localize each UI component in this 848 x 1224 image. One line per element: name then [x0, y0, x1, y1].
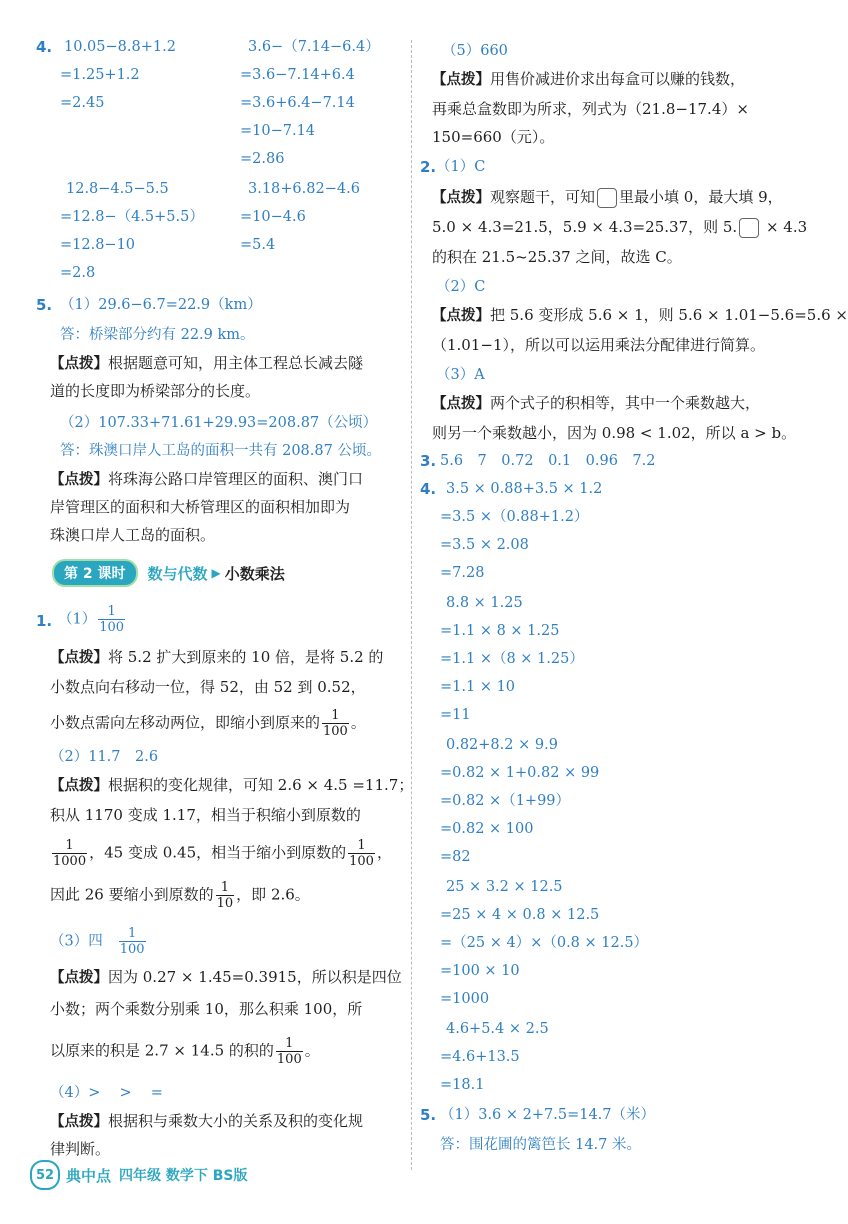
calc-line: =10−7.14 [240, 123, 316, 139]
lesson-topic: 小数乘法 [224, 564, 285, 583]
calc-line: =1.1 ×（8 × 1.25） [440, 651, 584, 667]
calc-line: =10−4.6 [240, 209, 306, 225]
tip-line: 【点拨】用售价减进价求出每盒可以赚的钱数， [432, 70, 746, 88]
calc-line: =0.82 × 100 [440, 821, 534, 837]
calc-line: =2.8 [60, 265, 96, 281]
fraction: $\frac{1}{10}$ [216, 880, 234, 911]
tip-line: 积从 1170 变成 1.17，相当于积缩小到原数的 [50, 806, 361, 824]
fraction: $\frac{1}{100}$ [276, 1036, 302, 1067]
calc-line: =12.8−（4.5+5.5） [60, 209, 204, 225]
answer-line: （5）660 [442, 43, 508, 59]
fraction: $\frac{1}{100}$ [99, 604, 125, 635]
calc-line: 25 × 3.2 × 12.5 [446, 879, 563, 895]
calc-line: =（25 × 4）×（0.8 × 12.5） [440, 935, 649, 951]
answer-line: 答：桥梁部分约有 22.9 km。 [60, 327, 255, 343]
fraction: $\frac{1}{100}$ [119, 926, 145, 957]
calc-line: =82 [440, 849, 471, 865]
calc-line: =3.5 ×（0.88+1.2） [440, 509, 589, 525]
calc-line: 3.5 × 0.88+3.5 × 1.2 [446, 481, 603, 497]
answer-line: （1）3.6 × 2+7.5=14.7（米） [440, 1107, 656, 1123]
tip-line: 因此 26 要缩小到原数的 $\frac{1}{10}$ ，即 2.6。 [50, 880, 310, 911]
tip-line: 的积在 21.5~25.37 之间，故选 C。 [432, 248, 682, 266]
tip-line: 珠澳口岸人工岛的面积。 [50, 526, 216, 544]
tip-line: 【点拨】观察题干，可知 里最小填 0，最大填 9， [432, 188, 783, 206]
calc-line: 0.82+8.2 × 9.9 [446, 737, 558, 753]
calc-line: =11 [440, 707, 471, 723]
calc-line: =12.8−10 [60, 237, 136, 253]
tip-line: 150=660（元）。 [432, 128, 555, 146]
lesson-area: 数与代数 [147, 564, 208, 583]
answer-line: （4）> > = [50, 1085, 163, 1101]
calc-line: =0.82 ×（1+99） [440, 793, 571, 809]
calc-line: =5.4 [240, 237, 276, 253]
lesson-header [52, 560, 285, 586]
answer-line: （3）A [436, 367, 485, 383]
calc-line: =4.6+13.5 [440, 1049, 520, 1065]
tip-line: 【点拨】将 5.2 扩大到原来的 10 倍，是将 5.2 的 [50, 648, 384, 666]
tip-line: 则另一个乘数越小，因为 0.98 < 1.02，所以 a > b。 [432, 424, 797, 442]
brand-logo: 典中点 [66, 1166, 112, 1185]
calc-line: 3.6−（7.14−6.4） [248, 39, 380, 55]
calc-line: =1.1 × 8 × 1.25 [440, 623, 560, 639]
calc-line: =1000 [440, 991, 490, 1007]
calc-line: =2.86 [240, 151, 285, 167]
answer-line: 5.6 7 0.72 0.1 0.96 7.2 [440, 453, 656, 469]
tip-line: 以原来的积是 2.7 × 14.5 的积的 $\frac{1}{100}$ 。 [50, 1036, 320, 1067]
answer-line: （1） $\frac{1}{100}$ [58, 604, 125, 635]
tip-line: 小数点需向左移动两位，即缩小到原来的 $\frac{1}{100}$ 。 [50, 708, 366, 739]
answer-line: （1）29.6−6.7=22.9（km） [60, 297, 262, 313]
tip-line: 【点拨】根据题意可知，用主体工程总长减去隧 [50, 354, 364, 372]
question-number: 3. [420, 452, 437, 470]
tip-label: 【点拨】 [50, 356, 108, 372]
calc-line: 3.18+6.82−4.6 [248, 181, 360, 197]
tip-line: 【点拨】根据积与乘数大小的关系及积的变化规 [50, 1112, 364, 1130]
tip-line: 小数；两个乘数分别乘 10，那么积乘 100，所 [50, 1000, 363, 1018]
tip-line: 岸管理区的面积和大桥管理区的面积相加即为 [50, 498, 351, 516]
page-footer [30, 1160, 248, 1190]
calc-line: =2.45 [60, 95, 105, 111]
question-number: 5. [36, 296, 53, 314]
tip-line: 【点拨】把 5.6 变形成 5.6 × 1，则 5.6 × 1.01−5.6=5.6 × [432, 306, 848, 324]
tip-line: 【点拨】因为 0.27 × 1.45=0.3915，所以积是四位 [50, 968, 402, 986]
calc-line: =3.5 × 2.08 [440, 537, 529, 553]
tip-line: 【点拨】两个式子的积相等，其中一个乘数越大， [432, 394, 761, 412]
tip-line: 5.0 × 4.3=21.5，5.9 × 4.3=25.37，则 5. × 4.3 [432, 218, 808, 236]
calc-line: 12.8−4.5−5.5 [66, 181, 169, 197]
calc-line: =1.25+1.2 [60, 67, 140, 83]
question-number: 2. [420, 158, 437, 176]
triangle-arrow-icon: ▶ [211, 566, 221, 580]
tip-line: （1.01−1），所以可以运用乘法分配律进行简算。 [432, 336, 766, 354]
tip-line: 【点拨】根据积的变化规律，可知 2.6 × 4.5 =11.7； [50, 776, 414, 794]
calc-line: 4.6+5.4 × 2.5 [446, 1021, 549, 1037]
tip-line: 律判断。 [50, 1140, 111, 1158]
answer-line: （2）11.7 2.6 [50, 749, 159, 765]
question-number: 4. [36, 38, 53, 56]
answer-line: （1）C [436, 159, 486, 175]
question-number: 5. [420, 1106, 437, 1124]
calc-line: =7.28 [440, 565, 485, 581]
calc-line: =3.6−7.14+6.4 [240, 67, 355, 83]
page-number: 52 [30, 1160, 60, 1190]
question-number: 1. [36, 612, 53, 630]
answer-line: （3）四 $\frac{1}{100}$ [50, 926, 145, 957]
fraction: $\frac{1}{1000}$ [53, 838, 87, 869]
calc-line: 8.8 × 1.25 [446, 595, 523, 611]
calc-line: =100 × 10 [440, 963, 520, 979]
calc-line: =3.6+6.4−7.14 [240, 95, 355, 111]
answer-line: 答：围花圃的篱笆长 14.7 米。 [440, 1137, 642, 1153]
blank-box [739, 218, 759, 238]
tip-line: 小数点向右移动一位，得 52，由 52 到 0.52， [50, 678, 366, 696]
answer-line: （2）107.33+71.61+29.93=208.87（公顷） [60, 415, 378, 431]
calc-line: =1.1 × 10 [440, 679, 516, 695]
calc-line: =25 × 4 × 0.8 × 12.5 [440, 907, 600, 923]
answer-line: 答：珠澳口岸人工岛的面积一共有 208.87 公顷。 [60, 443, 381, 459]
blank-box [597, 188, 617, 208]
fraction: $\frac{1}{100}$ [323, 708, 348, 739]
tip-line: 再乘总盒数即为所求，列式为（21.8−17.4）× [432, 100, 749, 118]
tip-line: $\frac{1}{1000}$ ，45 变成 0.45，相当于缩小到原数的 $\frac{1}{100}$ ， [53, 838, 392, 869]
tip-line: 道的长度即为桥梁部分的长度。 [50, 382, 261, 400]
calc-line: =0.82 × 1+0.82 × 99 [440, 765, 600, 781]
tip-line: 【点拨】将珠海公路口岸管理区的面积、澳门口 [50, 470, 364, 488]
grade-label: 四年级 数学下 BS版 [119, 1168, 248, 1184]
answer-line: （2）C [436, 279, 486, 295]
fraction: $\frac{1}{100}$ [349, 838, 374, 869]
calc-line: 10.05−8.8+1.2 [64, 39, 176, 55]
lesson-badge: 第 2 课时 [52, 559, 138, 587]
calc-line: =18.1 [440, 1077, 485, 1093]
question-number: 4. [420, 480, 437, 498]
column-divider [411, 40, 412, 1170]
